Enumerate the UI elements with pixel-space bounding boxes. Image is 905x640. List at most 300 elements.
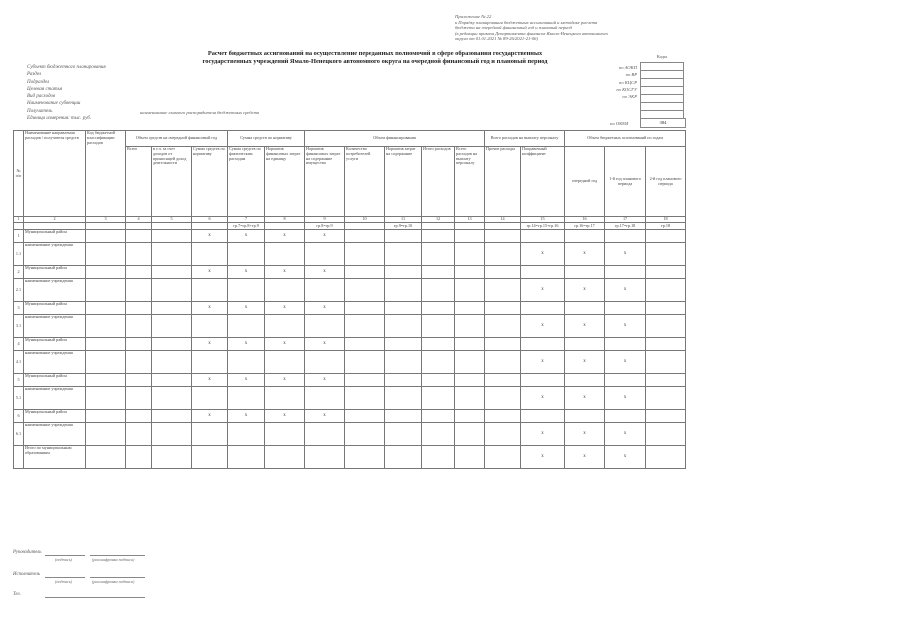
x-mark-cell: х — [192, 374, 228, 387]
table-row — [14, 387, 686, 410]
x-mark-cell: х — [228, 230, 265, 243]
formula-cell — [24, 223, 86, 230]
value-cell[interactable] — [345, 338, 385, 351]
signature-line[interactable] — [90, 554, 145, 556]
value-cell[interactable] — [152, 423, 192, 446]
value-cell[interactable] — [422, 279, 455, 302]
x-mark-cell: х — [228, 374, 265, 387]
signature-sublabel: (расшифровка подписи) — [92, 579, 135, 584]
value-cell[interactable] — [192, 351, 228, 374]
value-cell[interactable] — [126, 315, 152, 338]
value-cell[interactable] — [86, 374, 126, 387]
appendix-line: (в редакции приказа Департамента финансов Ямало-Ненецкого автономного — [455, 30, 608, 36]
value-cell[interactable] — [192, 243, 228, 266]
value-cell[interactable] — [385, 302, 422, 315]
value-cell[interactable] — [485, 387, 521, 410]
field-expense-type: Вид расходов — [27, 94, 56, 100]
value-cell[interactable] — [605, 374, 646, 387]
x-mark-cell: х — [565, 279, 605, 302]
x-mark-cell: х — [605, 315, 646, 338]
value-cell[interactable] — [385, 230, 422, 243]
formula-cell — [86, 223, 126, 230]
value-cell[interactable] — [265, 423, 305, 446]
column-number: 18 — [646, 217, 686, 223]
value-cell[interactable] — [86, 279, 126, 302]
value-cell[interactable] — [485, 338, 521, 351]
col-header: Итого расходов — [422, 147, 455, 217]
table-row — [14, 230, 686, 243]
value-cell[interactable] — [646, 315, 686, 338]
value-cell[interactable] — [192, 279, 228, 302]
table-row — [14, 302, 686, 315]
row-label: Муниципальный район — [24, 266, 86, 279]
title-line-2: государственных учреждений Ямало-Ненецкого автономного округа на очередной финансовый год и плановый период — [202, 58, 548, 65]
row-label: Муниципальный район — [24, 230, 86, 243]
row-number — [14, 446, 24, 469]
formula-cell — [485, 223, 521, 230]
value-cell[interactable] — [86, 423, 126, 446]
row-number: 2.1 — [14, 279, 24, 302]
value-cell[interactable] — [521, 266, 565, 279]
value-cell[interactable] — [565, 302, 605, 315]
x-mark-cell: х — [305, 230, 345, 243]
value-cell[interactable] — [385, 387, 422, 410]
value-cell[interactable] — [126, 410, 152, 423]
formula-cell: гр.8=гр.9 — [305, 223, 345, 230]
value-cell[interactable] — [485, 423, 521, 446]
value-cell[interactable] — [345, 315, 385, 338]
table-row — [14, 423, 686, 446]
value-cell[interactable] — [565, 338, 605, 351]
x-mark-cell: х — [305, 302, 345, 315]
value-cell[interactable] — [422, 266, 455, 279]
value-cell[interactable] — [422, 338, 455, 351]
x-mark-cell: х — [521, 423, 565, 446]
value-cell[interactable] — [265, 446, 305, 469]
column-number: 3 — [86, 217, 126, 223]
row-number: 3.1 — [14, 315, 24, 338]
col-header: Поправочный коэффициент — [521, 147, 565, 217]
value-cell[interactable] — [646, 351, 686, 374]
value-cell[interactable] — [521, 338, 565, 351]
value-cell[interactable] — [385, 423, 422, 446]
x-mark-cell: х — [521, 279, 565, 302]
value-cell[interactable] — [86, 351, 126, 374]
value-cell[interactable] — [485, 410, 521, 423]
column-number: 11 — [385, 217, 422, 223]
value-cell[interactable] — [126, 351, 152, 374]
value-cell[interactable] — [455, 374, 485, 387]
appendix-line: бюджета на очередной финансовый год и плановый период — [455, 25, 572, 31]
col-header: Количество потребителей услуги — [345, 147, 385, 217]
column-number: 7 — [228, 217, 265, 223]
value-cell[interactable] — [605, 302, 646, 315]
value-cell[interactable] — [265, 351, 305, 374]
col-header: в т.ч. за счет доходов от приносящей доход деятельности — [152, 147, 192, 217]
value-cell[interactable] — [126, 230, 152, 243]
value-cell[interactable] — [455, 302, 485, 315]
value-cell[interactable] — [265, 387, 305, 410]
value-cell[interactable] — [485, 446, 521, 469]
col-header: Всего расходов на выплату персоналу — [455, 147, 485, 217]
value-cell[interactable] — [646, 230, 686, 243]
value-cell[interactable] — [126, 446, 152, 469]
value-cell[interactable] — [565, 374, 605, 387]
x-mark-cell: х — [265, 410, 305, 423]
value-cell[interactable] — [565, 266, 605, 279]
okei-label: по ОКЕИ — [610, 121, 629, 126]
table-row — [14, 410, 686, 423]
row-number: 4.1 — [14, 351, 24, 374]
codes-box — [640, 62, 684, 119]
col-header: 2-й год планового периода — [646, 147, 686, 217]
row-number: 4 — [14, 338, 24, 351]
value-cell[interactable] — [86, 230, 126, 243]
value-cell[interactable] — [152, 279, 192, 302]
value-cell[interactable] — [385, 279, 422, 302]
x-mark-cell: х — [265, 338, 305, 351]
row-label: Итого по муниципальным образованиям — [24, 446, 86, 469]
title-line-1: Расчет бюджетных ассигнований на осуществление переданных полномочий в сфере образования государственных — [207, 50, 543, 57]
value-cell[interactable] — [228, 423, 265, 446]
value-cell[interactable] — [228, 351, 265, 374]
value-cell[interactable] — [192, 446, 228, 469]
x-mark-cell: х — [265, 230, 305, 243]
code-label: по ЭКР — [622, 94, 637, 100]
value-cell[interactable] — [455, 387, 485, 410]
value-cell[interactable] — [605, 266, 646, 279]
signature-line[interactable] — [45, 554, 85, 556]
value-cell[interactable] — [422, 446, 455, 469]
field-subvention: Наименование субвенции — [27, 101, 81, 107]
value-cell[interactable] — [605, 410, 646, 423]
value-cell[interactable] — [422, 410, 455, 423]
value-cell[interactable] — [86, 387, 126, 410]
x-mark-cell: х — [565, 315, 605, 338]
x-mark-cell: х — [565, 351, 605, 374]
value-cell[interactable] — [152, 351, 192, 374]
value-cell[interactable] — [521, 410, 565, 423]
row-number: 5 — [14, 374, 24, 387]
value-cell[interactable] — [521, 230, 565, 243]
col-header: 1-й год планового периода — [605, 147, 646, 217]
column-number: 8 — [265, 217, 305, 223]
row-number: 5.1 — [14, 387, 24, 410]
column-number: 2 — [24, 217, 86, 223]
value-cell[interactable] — [385, 351, 422, 374]
value-cell[interactable] — [455, 266, 485, 279]
value-cell[interactable] — [422, 387, 455, 410]
row-label: Муниципальный район — [24, 374, 86, 387]
value-cell[interactable] — [455, 423, 485, 446]
signature-sublabel: (подпись) — [55, 579, 72, 584]
value-cell[interactable] — [422, 243, 455, 266]
signature-label: Руководитель — [13, 550, 42, 555]
value-cell[interactable] — [86, 446, 126, 469]
value-cell[interactable] — [86, 410, 126, 423]
column-number: 10 — [345, 217, 385, 223]
value-cell[interactable] — [455, 351, 485, 374]
value-cell[interactable] — [646, 423, 686, 446]
value-cell[interactable] — [152, 315, 192, 338]
signature-label: Тел. — [13, 592, 21, 597]
value-cell[interactable] — [345, 230, 385, 243]
value-cell[interactable] — [265, 315, 305, 338]
value-cell[interactable] — [152, 230, 192, 243]
col-header: Сумма средств по нормативу — [228, 131, 305, 147]
value-cell[interactable] — [385, 243, 422, 266]
row-label: наименование учреждения — [24, 423, 86, 446]
value-cell[interactable] — [345, 302, 385, 315]
column-number: 9 — [305, 217, 345, 223]
table-row — [14, 351, 686, 374]
value-cell[interactable] — [126, 279, 152, 302]
code-cell — [640, 71, 684, 79]
table-row — [14, 279, 686, 302]
x-mark-cell: х — [565, 243, 605, 266]
value-cell[interactable] — [646, 374, 686, 387]
value-cell[interactable] — [305, 315, 345, 338]
value-cell[interactable] — [646, 410, 686, 423]
x-mark-cell: х — [605, 446, 646, 469]
formula-cell: гр.17=гр.18 — [605, 223, 646, 230]
column-number: 4 — [126, 217, 152, 223]
value-cell[interactable] — [646, 446, 686, 469]
table-header — [14, 131, 686, 217]
formula-cell — [422, 223, 455, 230]
signature-label: Исполнитель — [13, 572, 40, 577]
value-cell[interactable] — [152, 410, 192, 423]
value-cell[interactable] — [605, 338, 646, 351]
value-cell[interactable] — [485, 315, 521, 338]
value-cell[interactable] — [126, 302, 152, 315]
value-cell[interactable] — [345, 266, 385, 279]
value-cell[interactable] — [385, 374, 422, 387]
value-cell[interactable] — [385, 338, 422, 351]
value-cell[interactable] — [228, 243, 265, 266]
value-cell[interactable] — [646, 387, 686, 410]
value-cell[interactable] — [485, 230, 521, 243]
value-cell[interactable] — [86, 315, 126, 338]
value-cell[interactable] — [455, 446, 485, 469]
signature-line[interactable] — [45, 576, 85, 578]
value-cell[interactable] — [485, 374, 521, 387]
value-cell[interactable] — [646, 266, 686, 279]
value-cell[interactable] — [228, 315, 265, 338]
x-mark-cell: х — [521, 351, 565, 374]
x-mark-cell: х — [228, 410, 265, 423]
value-cell[interactable] — [152, 243, 192, 266]
value-cell[interactable] — [152, 338, 192, 351]
x-mark-cell: х — [305, 266, 345, 279]
value-cell[interactable] — [485, 302, 521, 315]
x-mark-cell: х — [565, 387, 605, 410]
value-cell[interactable] — [305, 351, 345, 374]
field-recipient: Получатель — [27, 108, 53, 114]
value-cell[interactable] — [152, 302, 192, 315]
value-cell[interactable] — [192, 387, 228, 410]
value-cell[interactable] — [565, 410, 605, 423]
value-cell[interactable] — [455, 315, 485, 338]
value-cell[interactable] — [305, 423, 345, 446]
value-cell[interactable] — [228, 446, 265, 469]
value-cell[interactable] — [521, 302, 565, 315]
value-cell[interactable] — [126, 374, 152, 387]
value-cell[interactable] — [455, 243, 485, 266]
formula-cell: гр.14=гр.15+гр.16 — [521, 223, 565, 230]
value-cell[interactable] — [345, 351, 385, 374]
col-header: Наименование направления расходов / получателя средств — [24, 131, 86, 217]
value-cell[interactable] — [385, 446, 422, 469]
value-cell[interactable] — [86, 266, 126, 279]
value-cell[interactable] — [126, 387, 152, 410]
code-cell — [640, 95, 684, 103]
value-cell[interactable] — [455, 279, 485, 302]
formula-cell — [126, 223, 152, 230]
x-mark-cell: х — [521, 387, 565, 410]
column-number: 17 — [605, 217, 646, 223]
field-subsection: Подраздел — [27, 79, 50, 85]
value-cell[interactable] — [422, 423, 455, 446]
value-cell[interactable] — [192, 423, 228, 446]
value-cell[interactable] — [646, 243, 686, 266]
value-cell[interactable] — [385, 266, 422, 279]
appendix-line: Приложение № 22 — [455, 14, 492, 19]
x-mark-cell: х — [265, 266, 305, 279]
code-cell — [640, 62, 684, 71]
row-number: 6.1 — [14, 423, 24, 446]
value-cell[interactable] — [228, 387, 265, 410]
value-cell[interactable] — [152, 387, 192, 410]
appendix-line: округа от 01.01.2021 № 89-26/2021-21-06) — [455, 36, 538, 42]
value-cell[interactable] — [422, 230, 455, 243]
value-cell[interactable] — [228, 279, 265, 302]
value-cell[interactable] — [126, 266, 152, 279]
value-cell[interactable] — [455, 338, 485, 351]
value-cell[interactable] — [345, 446, 385, 469]
value-cell[interactable] — [305, 243, 345, 266]
code-cell — [640, 87, 684, 95]
value-cell[interactable] — [86, 302, 126, 315]
value-cell[interactable] — [345, 387, 385, 410]
appendix-line: к Порядку планирования бюджетных ассигнований и методике расчета — [455, 19, 598, 25]
row-label: Муниципальный район — [24, 302, 86, 315]
value-cell[interactable] — [345, 423, 385, 446]
value-cell[interactable] — [455, 230, 485, 243]
value-cell[interactable] — [422, 315, 455, 338]
x-mark-cell: х — [605, 243, 646, 266]
row-number: 1.1 — [14, 243, 24, 266]
column-number: 6 — [192, 217, 228, 223]
value-cell[interactable] — [485, 351, 521, 374]
formula-cell: гр.7=гр.8+гр.9 — [228, 223, 265, 230]
value-cell[interactable] — [385, 315, 422, 338]
value-cell[interactable] — [646, 279, 686, 302]
code-label: по КЦСР — [619, 79, 637, 85]
signature-sublabel: (подпись) — [55, 557, 72, 562]
value-cell[interactable] — [345, 243, 385, 266]
value-cell[interactable] — [646, 338, 686, 351]
x-mark-cell: х — [521, 243, 565, 266]
codes-header: Коды — [656, 54, 668, 59]
row-label: наименование учреждения — [24, 351, 86, 374]
column-number: 5 — [152, 217, 192, 223]
column-number: 13 — [455, 217, 485, 223]
signature-sublabel: (расшифровка подписи) — [92, 557, 135, 562]
row-number: 3 — [14, 302, 24, 315]
value-cell[interactable] — [126, 243, 152, 266]
x-mark-cell: х — [521, 446, 565, 469]
codes-labels — [575, 64, 637, 100]
value-cell[interactable] — [126, 423, 152, 446]
row-label: наименование учреждения — [24, 387, 86, 410]
row-label: наименование учреждения — [24, 279, 86, 302]
x-mark-cell: х — [228, 302, 265, 315]
budget-table — [13, 130, 686, 469]
value-cell[interactable] — [345, 374, 385, 387]
value-cell[interactable] — [305, 279, 345, 302]
value-cell[interactable] — [646, 302, 686, 315]
value-cell[interactable] — [152, 446, 192, 469]
signature-line[interactable] — [45, 596, 145, 598]
value-cell[interactable] — [385, 410, 422, 423]
value-cell[interactable] — [345, 410, 385, 423]
value-cell[interactable] — [422, 302, 455, 315]
col-header: Прочие расходы — [485, 147, 521, 217]
col-header: Объем средств на очередной финансовый год — [126, 131, 228, 147]
table-row — [14, 446, 686, 469]
value-cell[interactable] — [305, 446, 345, 469]
col-header: Объем бюджетных ассигнований по годам — [565, 131, 686, 147]
value-cell[interactable] — [305, 387, 345, 410]
value-cell[interactable] — [521, 374, 565, 387]
value-cell[interactable] — [152, 374, 192, 387]
value-cell[interactable] — [605, 230, 646, 243]
value-cell[interactable] — [192, 315, 228, 338]
value-cell[interactable] — [152, 266, 192, 279]
row-label: Муниципальный район — [24, 338, 86, 351]
code-cell — [640, 79, 684, 87]
value-cell[interactable] — [265, 279, 305, 302]
formula-cell — [152, 223, 192, 230]
signature-line[interactable] — [90, 576, 145, 578]
value-cell[interactable] — [345, 279, 385, 302]
value-cell[interactable] — [86, 338, 126, 351]
col-header: Всего — [126, 147, 152, 217]
table-row — [14, 243, 686, 266]
value-cell[interactable] — [86, 243, 126, 266]
value-cell[interactable] — [485, 266, 521, 279]
column-number: 14 — [485, 217, 521, 223]
value-cell[interactable] — [565, 230, 605, 243]
value-cell[interactable] — [265, 243, 305, 266]
x-mark-cell: х — [605, 279, 646, 302]
value-cell[interactable] — [485, 279, 521, 302]
value-cell[interactable] — [422, 374, 455, 387]
value-cell[interactable] — [455, 410, 485, 423]
value-cell[interactable] — [422, 351, 455, 374]
x-mark-cell: х — [228, 338, 265, 351]
okei-value: 384 — [640, 118, 686, 128]
value-cell[interactable] — [126, 338, 152, 351]
formula-cell: гр.18 — [646, 223, 686, 230]
col-header: Норматив финансовых затрат на единицу — [265, 147, 305, 217]
formula-cell: гр.9=гр.10 — [385, 223, 422, 230]
x-mark-cell: х — [605, 423, 646, 446]
col-header: очередной год — [565, 147, 605, 217]
value-cell[interactable] — [485, 243, 521, 266]
x-mark-cell: х — [192, 230, 228, 243]
